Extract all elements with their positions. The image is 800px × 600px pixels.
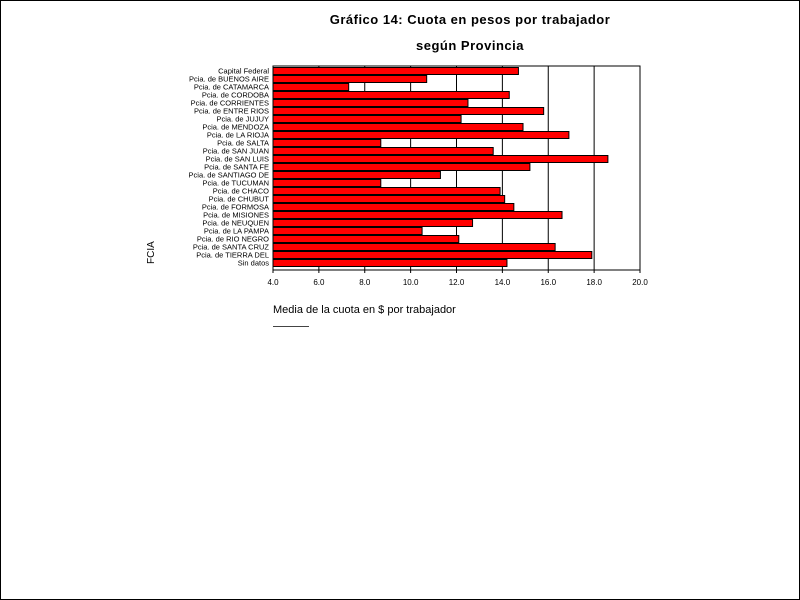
bar [273, 148, 493, 155]
y-tick-label: Pcia. de JUJUY [216, 114, 269, 124]
y-tick-label: Pcia. de SANTA FE [204, 162, 269, 172]
bar [273, 116, 461, 123]
bar [273, 220, 473, 227]
y-tick-label: Pcia. de CORRIENTES [190, 98, 269, 108]
y-tick-label: Pcia. de MENDOZA [202, 122, 269, 132]
y-tick-label: Capital Federal [218, 66, 269, 76]
y-tick-label: Pcia. de SAN JUAN [202, 146, 269, 156]
x-tick-label: 14.0 [494, 278, 511, 287]
bar [273, 124, 523, 131]
x-tick-label: 4.0 [267, 278, 279, 287]
y-tick-label: Pcia. de ENTRE RIOS [193, 106, 269, 116]
y-tick-label: Pcia. de RIO NEGRO [196, 234, 269, 244]
y-tick-label: Pcia. de SANTA CRUZ [192, 242, 269, 252]
bar [273, 140, 381, 147]
bar [273, 196, 505, 203]
bar [273, 236, 459, 243]
bar [273, 180, 381, 187]
y-tick-label: Pcia. de NEUQUEN [202, 218, 269, 228]
x-tick-label: 20.0 [632, 278, 648, 287]
x-tick-label: 6.0 [313, 278, 325, 287]
y-tick-label: Pcia. de TIERRA DEL [196, 250, 269, 260]
y-tick-label: Pcia. de TUCUMAN [202, 178, 269, 188]
bar [273, 228, 422, 235]
bar [273, 156, 608, 163]
bar [273, 212, 562, 219]
chart-title: Gráfico 14: Cuota en pesos por trabajador [329, 12, 611, 27]
bar [273, 188, 500, 195]
x-tick-label: 10.0 [402, 278, 419, 287]
bar [273, 244, 555, 251]
bar [273, 260, 507, 267]
y-tick-label: Pcia. de SALTA [217, 138, 269, 148]
y-tick-label: Pcia. de FORMOSA [201, 202, 269, 212]
y-axis-label: FCIA [146, 241, 157, 264]
footnote-line [273, 326, 309, 327]
y-tick-label: Pcia. de LA PAMPA [203, 226, 269, 236]
bar [273, 76, 427, 83]
y-tick-label: Pcia. de SAN LUIS [205, 154, 269, 164]
y-tick-label: Pcia. de LA RIOJA [206, 130, 269, 140]
y-tick-label: Pcia. de MISIONES [203, 210, 269, 220]
x-tick-label: 8.0 [359, 278, 371, 287]
bar [273, 132, 569, 139]
x-tick-label: 18.0 [586, 278, 602, 287]
chart-subtitle: según Provincia [416, 38, 524, 53]
y-tick-label: Pcia. de CORDOBA [201, 90, 269, 100]
y-tick-label: Pcia. de CHACO [212, 186, 269, 196]
y-tick-label: Pcia. de CATAMARCA [193, 82, 269, 92]
bar [273, 252, 592, 259]
bar [273, 84, 349, 91]
bar [273, 164, 530, 171]
bar [273, 92, 509, 99]
y-tick-label: Pcia. de SANTIAGO DE [188, 170, 269, 180]
bar [273, 172, 440, 179]
x-axis-label: Media de la cuota en $ por trabajador [273, 304, 456, 316]
bar [273, 108, 544, 115]
bar [273, 204, 514, 211]
bar [273, 68, 518, 75]
y-tick-label: Pcia. de CHUBUT [208, 194, 269, 204]
bar [273, 100, 468, 107]
x-tick-label: 12.0 [448, 278, 465, 287]
y-tick-label: Sin datos [237, 258, 269, 268]
y-tick-label: Pcia. de BUENOS AIRE [188, 74, 269, 84]
x-tick-label: 16.0 [540, 278, 557, 287]
